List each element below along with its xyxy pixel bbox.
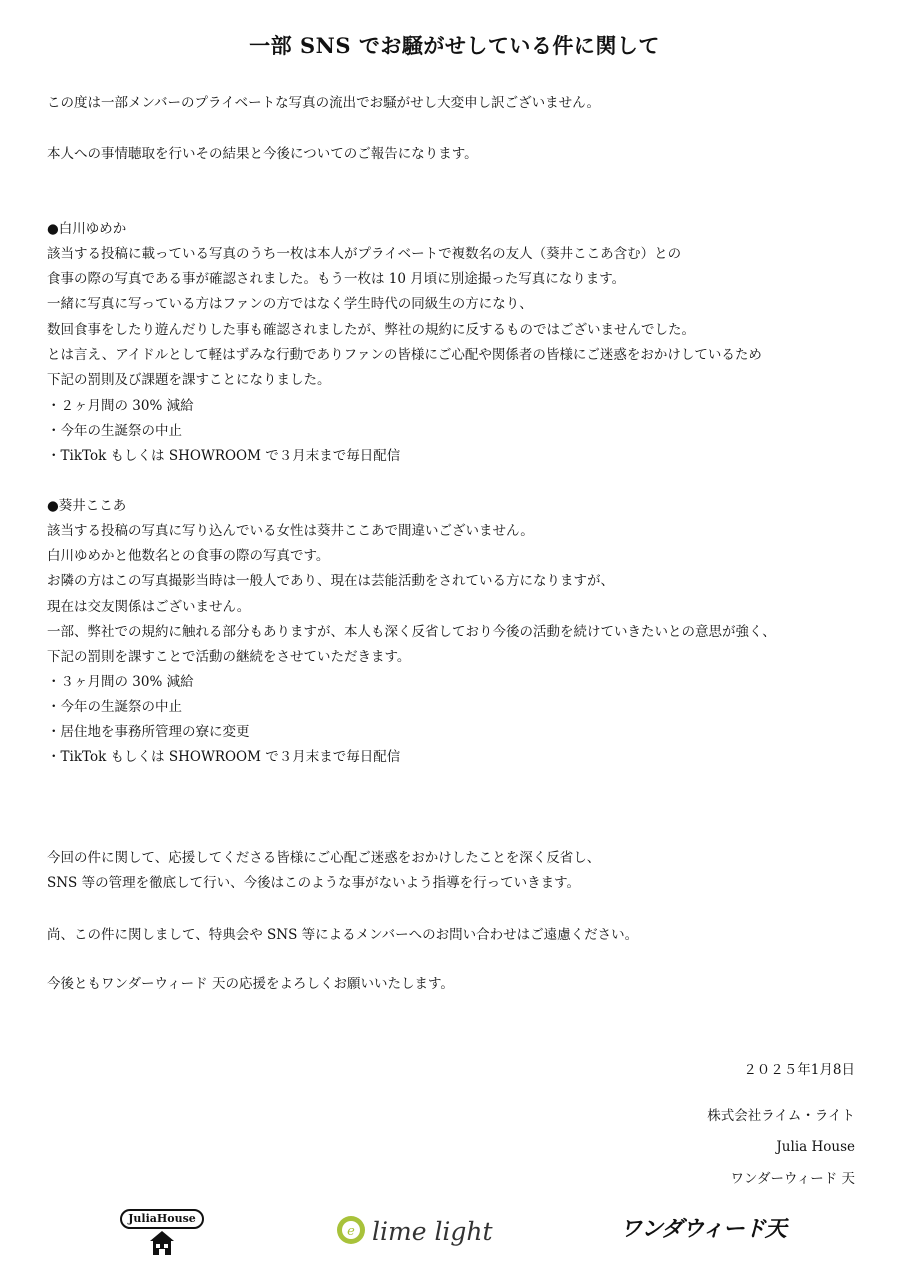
closing-line: SNS 等の管理を徹底して行い、今後はこのような事がないよう指導を行っていきます。 bbox=[47, 875, 581, 891]
section2-line: 下記の罰則を課すことで活動の継続をさせていただきます。 bbox=[47, 649, 411, 665]
section2-bullet: ・居住地を事務所管理の寮に変更 bbox=[47, 724, 250, 740]
section1-bullet: ・今年の生誕祭の中止 bbox=[47, 423, 182, 439]
julia-house-logo-text: JuliaHouse bbox=[120, 1209, 204, 1229]
section1-line: 数回食事をしたり遊んだりした事も確認されましたが、弊社の規約に反するものではございませんでした。 bbox=[47, 322, 695, 338]
document-title: 一部 SNS でお騒がせしている件に関して bbox=[249, 33, 660, 58]
logo-row bbox=[0, 1205, 909, 1265]
signature-brand: Julia House bbox=[776, 1139, 855, 1155]
section2-line: 一部、弊社での規約に触れる部分もありますが、本人も深く反省しており今後の活動を続けていきたいとの意思が強く、 bbox=[47, 624, 776, 640]
intro-line-1: この度は一部メンバーのプライベートな写真の流出でお騒がせし大変申し訳ございません。 bbox=[47, 95, 600, 111]
section-heading-aoi: ●葵井ここあ bbox=[47, 498, 127, 514]
section1-bullet: ・TikTok もしくは SHOWROOM で３月末まで毎日配信 bbox=[47, 448, 401, 464]
lime-icon bbox=[336, 1215, 366, 1245]
section2-bullet: ・TikTok もしくは SHOWROOM で３月末まで毎日配信 bbox=[47, 749, 401, 765]
svg-text:e: e bbox=[347, 1224, 355, 1239]
house-icon bbox=[148, 1229, 176, 1257]
section2-bullet: ・今年の生誕祭の中止 bbox=[47, 699, 182, 715]
signature-company: 株式会社ライム・ライト bbox=[707, 1108, 855, 1124]
lime-light-logo-text: lime light bbox=[372, 1217, 493, 1246]
closing-line: 尚、この件に関しまして、特典会や SNS 等によるメンバーへのお問い合わせはご遠慮ください。 bbox=[47, 927, 639, 943]
section1-line: 該当する投稿に載っている写真のうち一枚は本人がプライベートで複数名の友人（葵井ここあ含む）との bbox=[47, 246, 682, 262]
section2-line: お隣の方はこの写真撮影当時は一般人であり、現在は芸能活動をされている方になりますが、 bbox=[47, 573, 614, 589]
section-heading-shirakawa: ●白川ゆめか bbox=[47, 221, 127, 237]
section2-line: 白川ゆめかと他数名との食事の際の写真です。 bbox=[47, 548, 330, 564]
signature-date: ２０２５年1月8日 bbox=[743, 1062, 855, 1078]
wonderweed-logo: ワンダウィード天 bbox=[620, 1217, 786, 1242]
signature-group: ワンダーウィード 天 bbox=[730, 1171, 855, 1187]
section2-bullet: ・３ヶ月間の 30% 減給 bbox=[47, 674, 194, 690]
section1-line: 下記の罰則及び課題を課すことになりました。 bbox=[47, 372, 331, 388]
section1-bullet: ・２ヶ月間の 30% 減給 bbox=[47, 398, 194, 414]
intro-line-2: 本人への事情聴取を行いその結果と今後についてのご報告になります。 bbox=[47, 146, 478, 162]
julia-house-logo bbox=[120, 1205, 204, 1257]
section1-line: 一緒に写真に写っている方はファンの方ではなく学生時代の同級生の方になり、 bbox=[47, 296, 533, 312]
section1-line: 食事の際の写真である事が確認されました。もう一枚は 10 月頃に別途撮った写真になります。 bbox=[47, 271, 626, 287]
closing-line: 今回の件に関して、応援してくださる皆様にご心配ご迷惑をおかけしたことを深く反省し、 bbox=[47, 850, 601, 866]
closing-line: 今後ともワンダーウィード 天の応援をよろしくお願いいたします。 bbox=[47, 976, 454, 992]
section1-line: とは言え、アイドルとして軽はずみな行動でありファンの皆様にご心配や関係者の皆様にご迷惑をおかけしているため bbox=[47, 347, 762, 363]
section2-line: 現在は交友関係はございません。 bbox=[47, 599, 251, 615]
section2-line: 該当する投稿の写真に写り込んでいる女性は葵井ここあで間違いございません。 bbox=[47, 523, 534, 539]
lime-light-logo bbox=[336, 1213, 493, 1253]
